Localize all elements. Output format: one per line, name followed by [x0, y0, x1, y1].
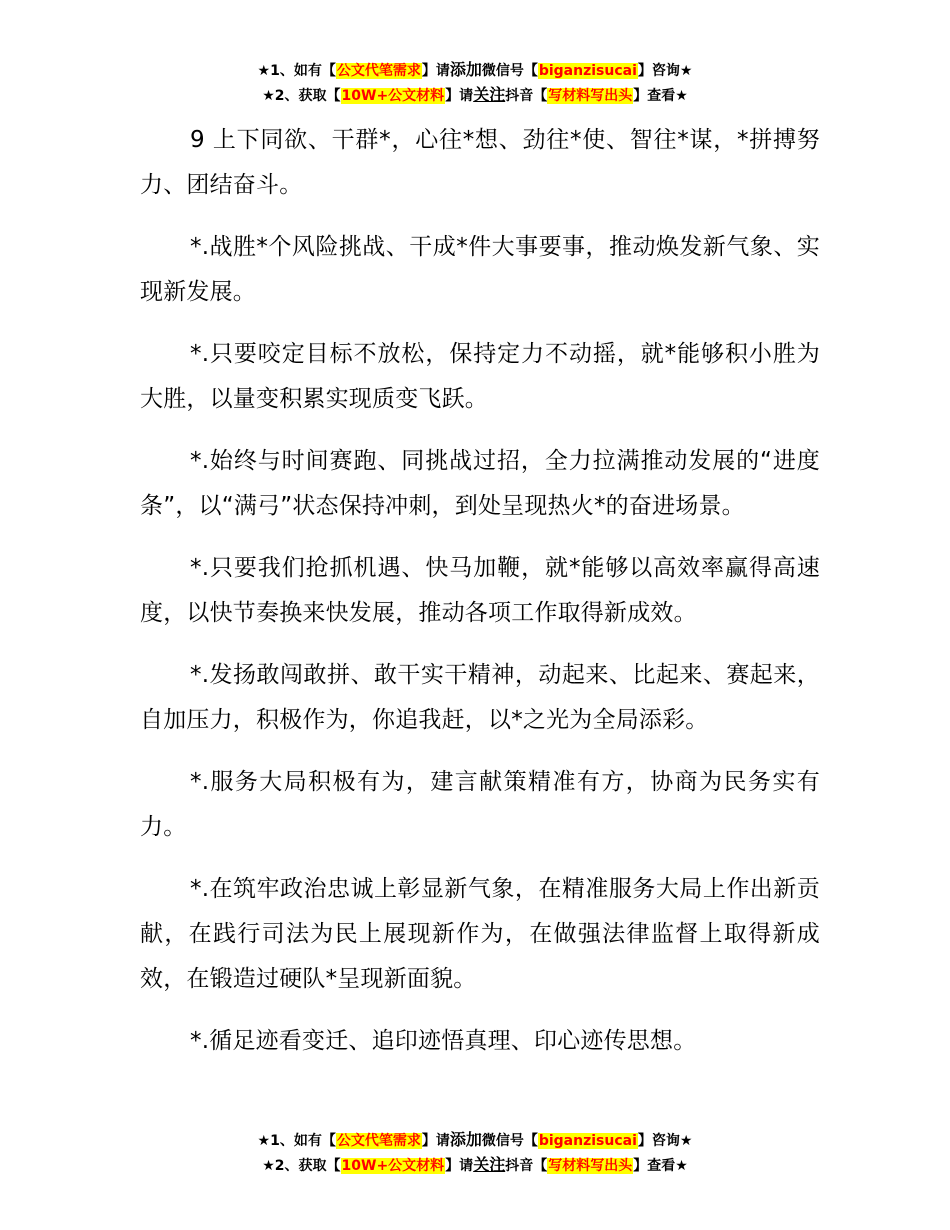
banner-text: 】查看 [633, 88, 676, 104]
star-icon: ★ [262, 88, 275, 104]
banner-text: 】咨询 [637, 63, 680, 79]
paragraph: *.循足迹看变迁、追印迹悟真理、印心迹传思想。 [190, 1028, 697, 1054]
paragraph: *.只要我们抢抓机遇、快马加鞭，就*能够以高效率赢得高速度，以快节奏换来快发展，推动各项工作取得新成效。 [140, 555, 820, 626]
banner-text: 1、如有【 [270, 1133, 336, 1149]
star-icon: ★ [675, 1158, 688, 1174]
banner-text: 】咨询 [637, 1133, 680, 1149]
paragraph: 9 上下同欲、干群*，心往*想、劲往*使、智往*谋，*拼搏努力、团结奋斗。 [140, 127, 820, 198]
banner-text: 微信号【 [481, 63, 538, 79]
banner-emphasis: 关注 [473, 1155, 506, 1174]
highlight-wechat-id: biganzisucai [538, 63, 637, 79]
banner-emphasis: 关注 [473, 85, 506, 104]
paragraph: *.只要咬定目标不放松，保持定力不动摇，就*能够积小胜为大胜，以量变积累实现质变飞跃。 [140, 341, 820, 412]
banner-line-1 [0, 58, 950, 83]
paragraph: *.始终与时间赛跑、同挑战过招，全力拉满推动发展的“进度条”，以“满弓”状态保持冲刺，到处呈现热火*的奋进场景。 [140, 448, 820, 519]
paragraph: *.发扬敢闯敢拼、敢干实干精神，动起来、比起来、赛起来，自加压力，积极作为，你追我赶，以*之光为全局添彩。 [140, 662, 820, 733]
banner-line-2 [0, 1153, 950, 1178]
star-icon: ★ [262, 1158, 275, 1174]
paragraph: *.在筑牢政治忠诚上彰显新气象，在精准服务大局上作出新贡献，在践行司法为民上展现新作为，在做强法律监督上取得新成效，在锻造过硬队*呈现新面貌。 [140, 876, 820, 992]
document-body [140, 118, 820, 1081]
highlight-service: 公文代笔需求 [336, 1133, 421, 1149]
highlight-materials: 10W+公文材料 [341, 88, 445, 104]
footer-banner [0, 1128, 950, 1178]
highlight-douyin-account: 写材料写出头 [548, 88, 633, 104]
banner-text: 】请 [421, 63, 450, 79]
banner-text: 】请 [445, 1158, 474, 1174]
header-banner [0, 58, 950, 108]
banner-text: 】查看 [633, 1158, 676, 1174]
banner-text: 抖音【 [505, 1158, 548, 1174]
banner-text: 】请 [421, 1133, 450, 1149]
banner-emphasis: 添加 [449, 1130, 482, 1149]
paragraph: *.战胜*个风险挑战、干成*件大事要事，推动焕发新气象、实现新发展。 [140, 234, 820, 305]
banner-text: 抖音【 [505, 88, 548, 104]
highlight-douyin-account: 写材料写出头 [548, 1158, 633, 1174]
star-icon: ★ [679, 1133, 693, 1149]
banner-text: 】请 [445, 88, 474, 104]
highlight-materials: 10W+公文材料 [341, 1158, 445, 1174]
star-icon: ★ [679, 63, 693, 79]
banner-text: 2、获取【 [274, 88, 341, 104]
highlight-wechat-id: biganzisucai [538, 1133, 637, 1149]
banner-line-1 [0, 1128, 950, 1153]
banner-text: 1、如有【 [270, 63, 336, 79]
highlight-service: 公文代笔需求 [336, 63, 421, 79]
banner-text: 微信号【 [481, 1133, 538, 1149]
star-icon: ★ [257, 63, 271, 79]
banner-emphasis: 添加 [449, 60, 482, 79]
star-icon: ★ [675, 88, 688, 104]
star-icon: ★ [257, 1133, 271, 1149]
banner-line-2 [0, 83, 950, 108]
banner-text: 2、获取【 [274, 1158, 341, 1174]
paragraph: *.服务大局积极有为，建言献策精准有方，协商为民务实有力。 [140, 769, 820, 840]
